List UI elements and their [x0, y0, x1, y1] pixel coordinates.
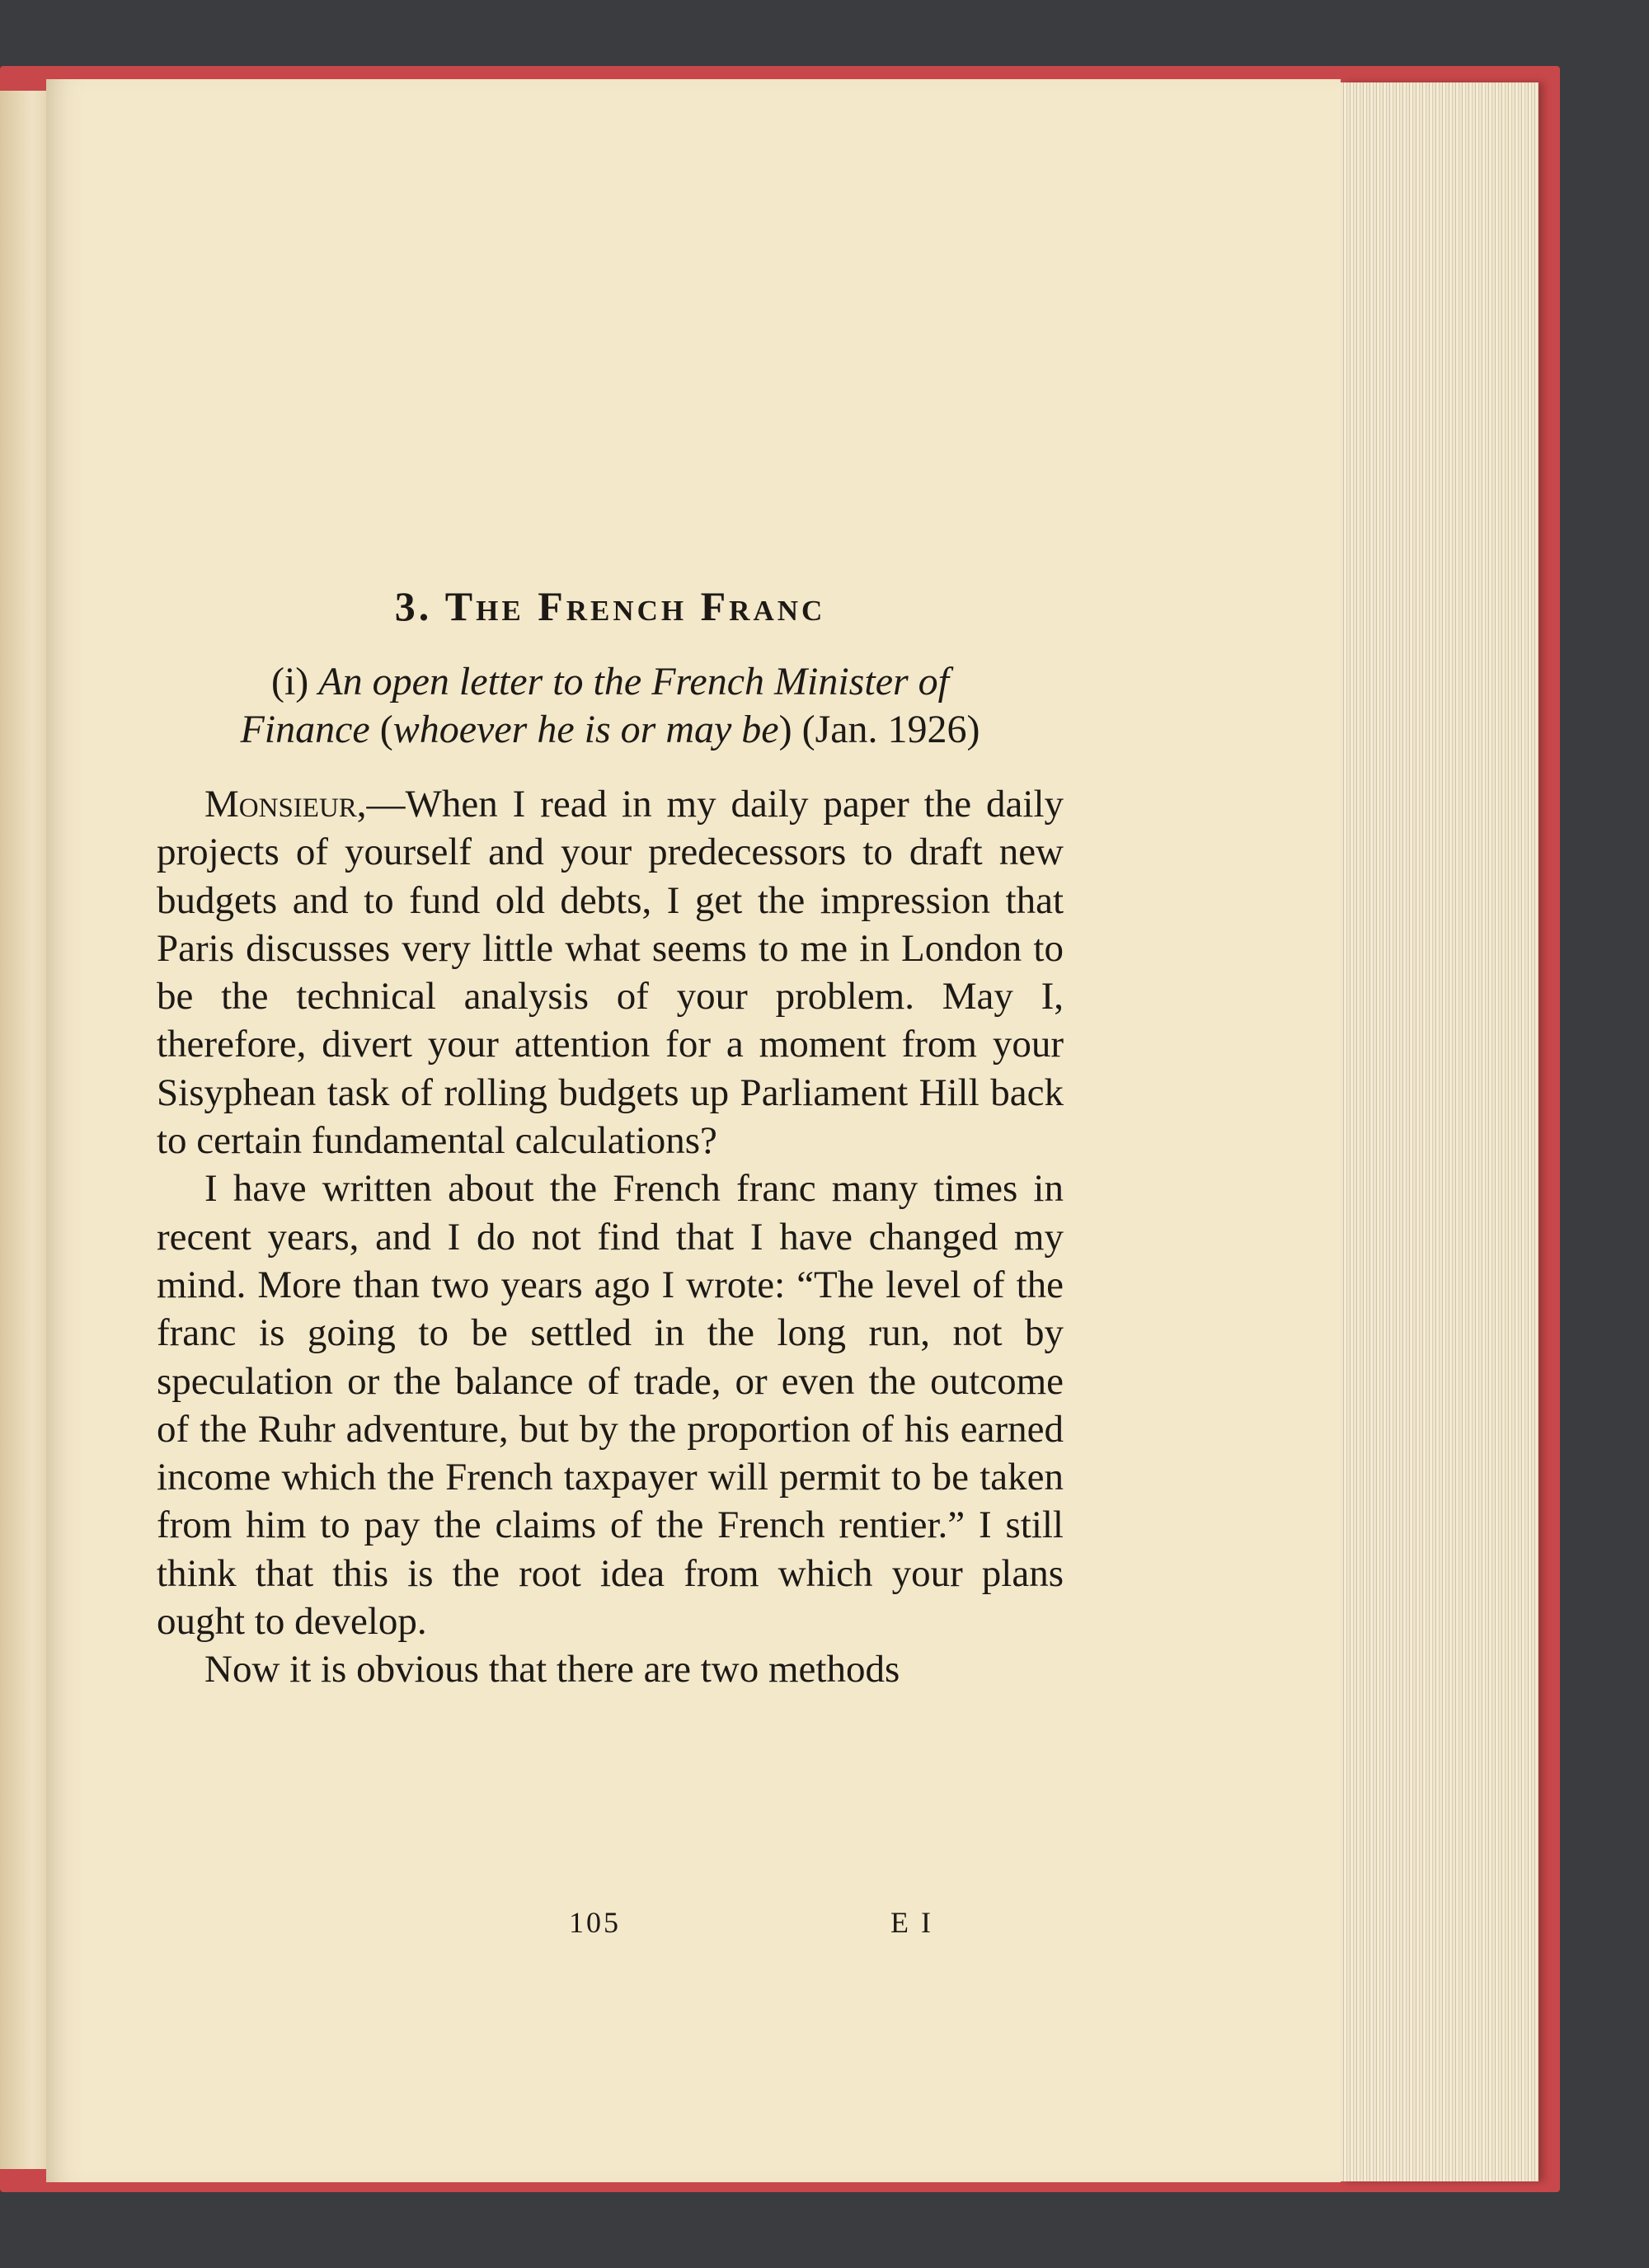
- salutation: Monsieur,: [204, 783, 367, 826]
- signature-mark: E I: [890, 1906, 933, 1939]
- subtitle-date: (Jan. 1926): [801, 708, 980, 751]
- subtitle-paren-open: (: [379, 708, 393, 751]
- left-page-edge: [0, 91, 48, 2169]
- subtitle-line2b: whoever he is or may be: [392, 708, 779, 751]
- paragraph-1: [157, 780, 1064, 1165]
- page-edges: [1341, 82, 1539, 2181]
- subtitle-paren-close: ): [778, 708, 792, 751]
- subtitle-line2a: Finance: [240, 708, 370, 751]
- paragraph-3: Now it is obvious that there are two methods: [204, 1648, 900, 1692]
- page-footer: [157, 1905, 1064, 1946]
- section-heading: 3. The French Franc: [394, 583, 826, 629]
- paragraph-1-text: —When I read in my daily paper the daily projects of yourself and your predecessors to draft new budgets and to fund old debts, I get the impression that Paris discusses very little what seems to me in London to be the technical analysis of your problem. May I, therefore, divert your attention for a moment from your Sisyphean task of rolling budgets up Parliament Hill back to certain fundamental calculations?: [157, 783, 1064, 1163]
- subtitle-marker: (i): [270, 660, 309, 703]
- subtitle-line1: An open letter to the French Minister of: [318, 660, 950, 703]
- paragraph-2: I have written about the French franc many times in recent years, and I do not find that I have changed my mind. More than two years ago I wrote: “The level of the franc is going to be settled in the long run, not by speculation or the balance of trade, or even the outcome of the Ruhr adventure, but by the proportion of his earned income which the French taxpayer will permit to be taken from him to pay the claims of the French rentier.” I still think that this is the root idea from which your plans ought to develop.: [157, 1167, 1064, 1644]
- page-text: [157, 577, 1064, 1694]
- page-number: 105: [569, 1906, 621, 1939]
- letter-subtitle: [157, 658, 1064, 754]
